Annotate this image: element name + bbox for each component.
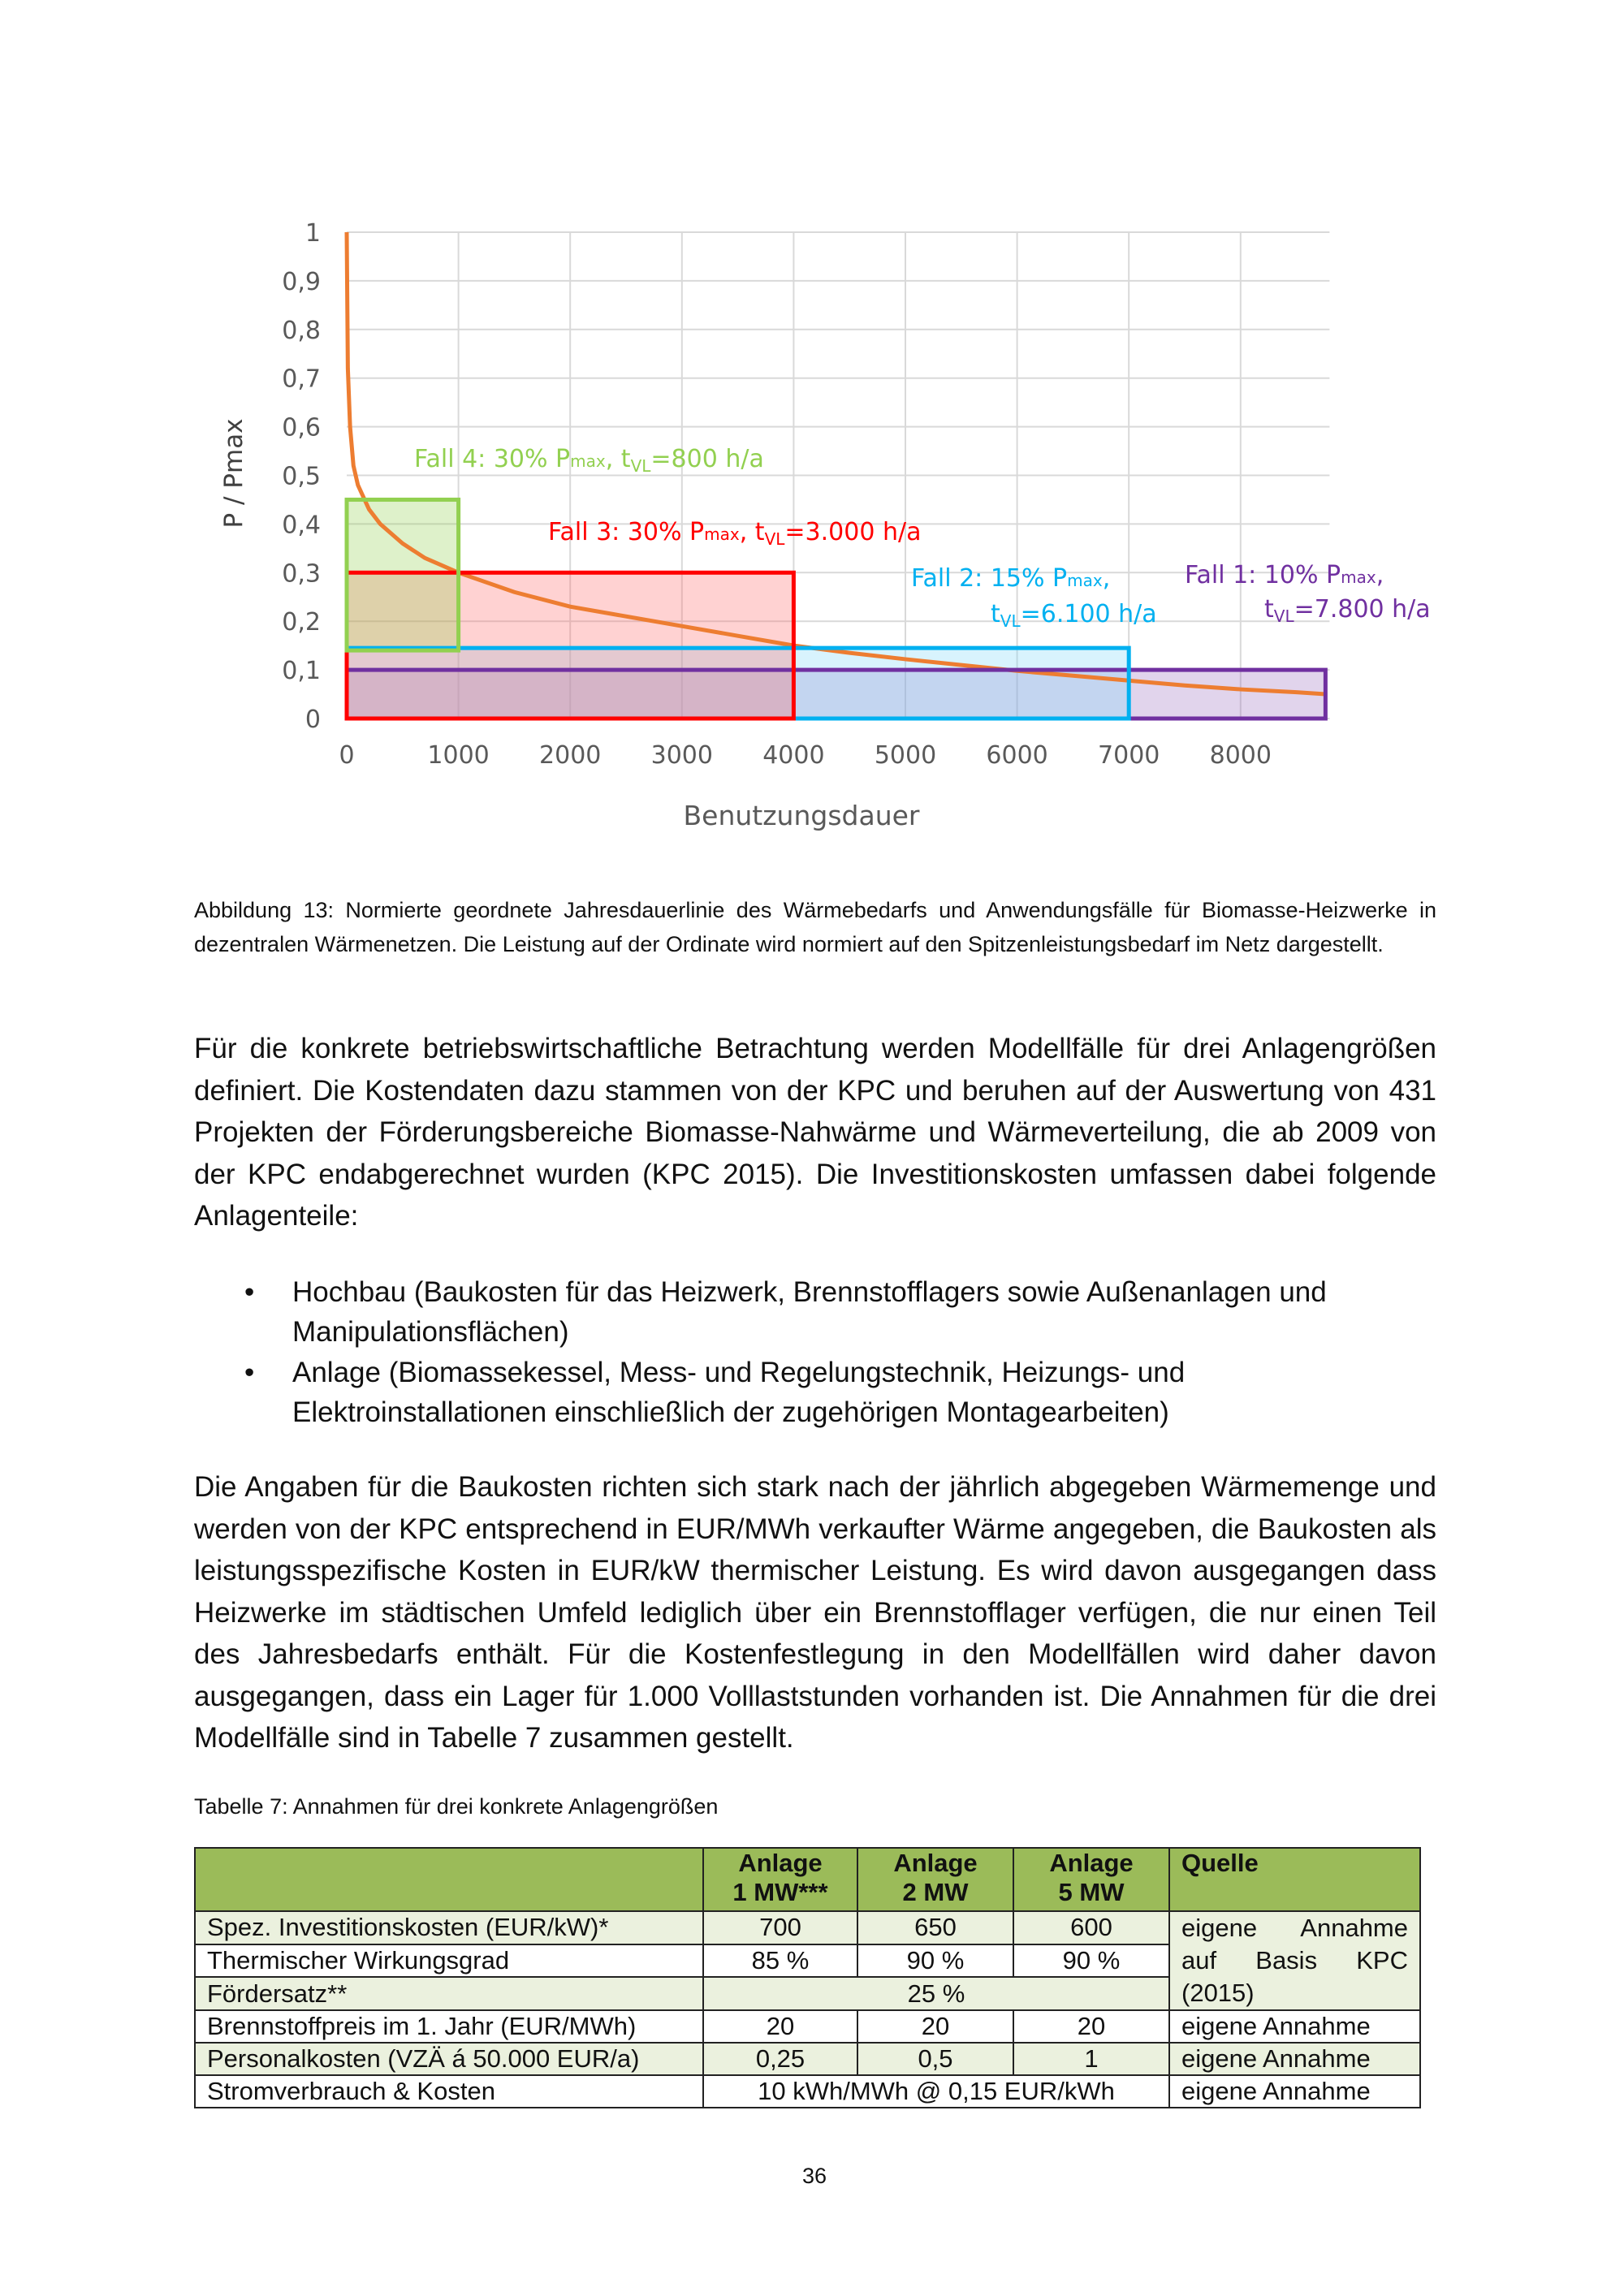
table-caption: Tabelle 7: Annahmen für drei konkrete Anlagengrößen bbox=[194, 1794, 719, 1819]
table-header-row bbox=[195, 1848, 1420, 1911]
header-quelle: Quelle bbox=[1169, 1848, 1420, 1911]
list-item-text: Anlage (Biomassekessel, Mess- und Regelungstechnik, Heizungs- und Elektroinstallationen einschließlich der zugehörigen Montagearbeiten) bbox=[292, 1357, 1186, 1428]
header-empty bbox=[195, 1848, 703, 1911]
case-label-fall1: Fall 1: 10% Pmax, bbox=[1185, 561, 1384, 589]
header-anlage-2mw: Anlage 2 MW bbox=[857, 1848, 1013, 1911]
table-row bbox=[195, 2010, 1420, 2043]
cell: 20 bbox=[1013, 2010, 1169, 2043]
x-tick-label: 8000 bbox=[1209, 741, 1272, 770]
cell: 90 % bbox=[1013, 1944, 1169, 1978]
case-label-fall3: Fall 3: 30% Pmax, $t_{VL}=3.000$ h/a bbox=[548, 518, 922, 549]
x-axis-label: Benutzungsdauer bbox=[683, 800, 920, 831]
y-tick-label: 0 bbox=[304, 706, 321, 734]
case-rect-fill-fall4 bbox=[347, 499, 459, 650]
bullet-icon: • bbox=[244, 1357, 255, 1388]
bullet-icon: • bbox=[244, 1276, 255, 1308]
x-tick-label: 3000 bbox=[650, 741, 713, 770]
table-row bbox=[195, 1911, 1420, 1944]
list-item bbox=[194, 1272, 1436, 1352]
y-tick-label: 0,1 bbox=[282, 657, 321, 686]
y-tick-label: 0,8 bbox=[282, 316, 321, 345]
cell: 650 bbox=[857, 1911, 1013, 1944]
x-tick-label: 7000 bbox=[1098, 741, 1160, 770]
page-number: 36 bbox=[801, 2164, 827, 2188]
y-axis-label: P / Pmax bbox=[219, 418, 248, 529]
y-tick-label: 1 bbox=[304, 219, 321, 248]
cell: 600 bbox=[1013, 1911, 1169, 1944]
cell: 20 bbox=[857, 2010, 1013, 2043]
source-cell: eigene Annahme auf Basis KPC (2015) bbox=[1169, 1911, 1420, 2010]
x-tick-label: 0 bbox=[339, 741, 355, 770]
y-tick-label: 0,6 bbox=[282, 413, 321, 442]
source-cell: eigene Annahme bbox=[1169, 2075, 1420, 2108]
source-cell: eigene Annahme bbox=[1169, 2043, 1420, 2075]
cell: 25 % bbox=[703, 1977, 1169, 2010]
x-tick-label: 4000 bbox=[762, 741, 825, 770]
x-tick-label: 2000 bbox=[539, 741, 602, 770]
cell: 85 % bbox=[703, 1944, 857, 1978]
row-label: Personalkosten (VZÄ á 50.000 EUR/a) bbox=[195, 2043, 703, 2075]
figure-caption: Abbildung 13: Normierte geordnete Jahresdauerlinie des Wärmebedarfs und Anwendungsfälle für Biomasse-Heizwerke in dezentralen Wärmenetzen. Die Leistung auf der Ordinate wird normiert auf den Spitzenleistungsbedarf im Netz dargestellt. bbox=[194, 898, 1436, 956]
paragraph: Die Angaben für die Baukosten richten sich stark nach der jährlich abgegeben Wärmemenge und werden von der KPC entsprechend in EUR/MWh verkaufter Wärme angegeben, die Baukosten als leistungsspezifische Kosten in EUR/kW thermischer Leistung. Es wird davon ausgegangen dass Heizwerke im städtischen Umfeld lediglich über ein Brennstofflager verfügen, die nur einen Teil des Jahresbedarfs enthält. Für die Kostenfestlegung in den Modellfällen wird daher davon ausgegangen, dass ein Lager für 1.000 Volllaststunden vorhanden ist. Die Annahmen für die drei Modellfälle sind in Tabelle 7 zusammen gestellt. bbox=[194, 1471, 1436, 1754]
cell: 1 bbox=[1013, 2043, 1169, 2075]
header-anlage-5mw: Anlage 5 MW bbox=[1013, 1848, 1169, 1911]
bullet-list bbox=[194, 1272, 1436, 1433]
cell: 10 kWh/MWh @ 0,15 EUR/kWh bbox=[703, 2075, 1169, 2108]
y-tick-label: 0,3 bbox=[282, 559, 321, 589]
source-cell: eigene Annahme bbox=[1169, 2010, 1420, 2043]
paragraph: Für die konkrete betriebswirtschaftliche Betrachtung werden Modellfälle für drei Anlagengrößen definiert. Die Kostendaten dazu stammen von der KPC und beruhen auf der Auswertung von 431 Projekten der Förderungsbereiche Biomasse-Nahwärme und Wärmeverteilung, die ab 2009 von der KPC endabgerechnet wurden (KPC 2015). Die Investitionskosten umfassen dabei folgende Anlagenteile: bbox=[194, 1033, 1436, 1232]
cell: 0,5 bbox=[857, 2043, 1013, 2075]
y-tick-label: 0,5 bbox=[282, 462, 321, 491]
row-label: Fördersatz** bbox=[195, 1977, 703, 2010]
y-tick-label: 0,4 bbox=[282, 511, 321, 540]
x-tick-label: 5000 bbox=[874, 741, 937, 770]
y-tick-label: 0,2 bbox=[282, 608, 321, 637]
cell: 20 bbox=[703, 2010, 857, 2043]
header-anlage-1mw: Anlage 1 MW*** bbox=[703, 1848, 857, 1911]
row-label: Thermischer Wirkungsgrad bbox=[195, 1944, 703, 1978]
cell: 0,25 bbox=[703, 2043, 857, 2075]
case-label-line2: $t_{VL}=7.800$ h/a bbox=[1264, 595, 1431, 626]
x-tick-label: 1000 bbox=[427, 741, 490, 770]
list-item bbox=[194, 1353, 1436, 1432]
row-label: Brennstoffpreis im 1. Jahr (EUR/MWh) bbox=[195, 2010, 703, 2043]
load-duration-chart bbox=[0, 0, 1624, 861]
assumptions-table bbox=[194, 1847, 1421, 2108]
table-row bbox=[195, 2043, 1420, 2075]
cell: 90 % bbox=[857, 1944, 1013, 1978]
row-label: Stromverbrauch & Kosten bbox=[195, 2075, 703, 2108]
list-item-text: Hochbau (Baukosten für das Heizwerk, Brennstofflagers sowie Außenanlagen und Manipulationsflächen) bbox=[292, 1276, 1327, 1348]
cell: 700 bbox=[703, 1911, 857, 1944]
row-label: Spez. Investitionskosten (EUR/kW)* bbox=[195, 1911, 703, 1944]
y-tick-label: 0,7 bbox=[282, 365, 321, 394]
case-label-fall4: Fall 4: 30% Pmax, $t_{VL}=800$ h/a bbox=[414, 445, 764, 476]
y-tick-label: 0,9 bbox=[282, 267, 321, 296]
table-row bbox=[195, 2075, 1420, 2108]
case-label-fall2: Fall 2: 15% Pmax, bbox=[911, 564, 1111, 593]
case-label-line2: $t_{VL}=6.100$ h/a bbox=[991, 600, 1157, 631]
x-tick-label: 6000 bbox=[986, 741, 1048, 770]
